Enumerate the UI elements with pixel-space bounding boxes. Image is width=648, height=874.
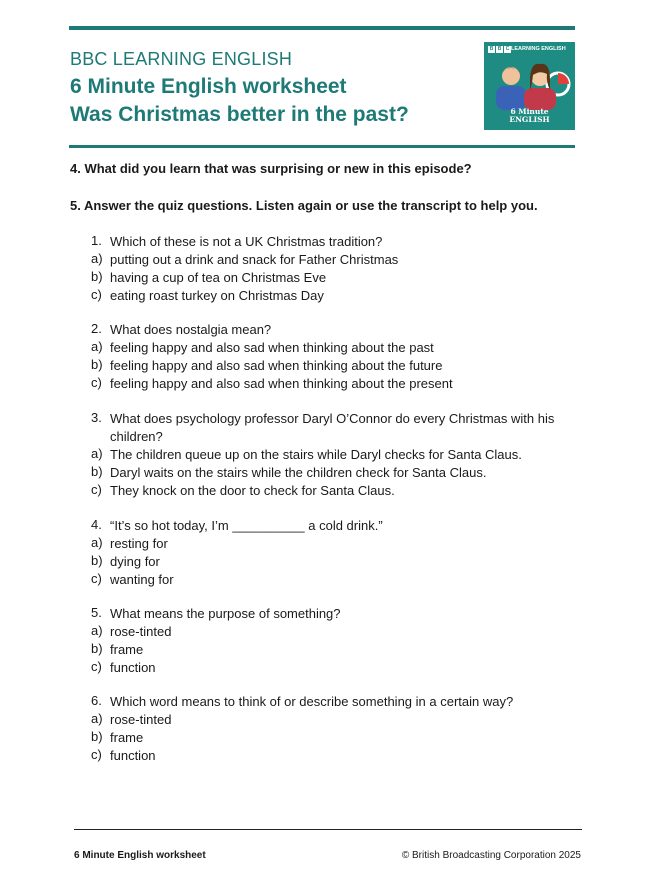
option-text: The children queue up on the stairs while Daryl checks for Santa Claus. xyxy=(110,447,522,462)
option-letter: b) xyxy=(91,729,103,744)
option-text: having a cup of tea on Christmas Eve xyxy=(110,270,327,285)
option-text: function xyxy=(110,660,156,675)
question-text: Which word means to think of or describe something in a certain way? xyxy=(110,694,514,709)
question-text: What does psychology professor Daryl O’Connor do every Christmas with his children? xyxy=(110,411,555,444)
task-5-heading: 5. Answer the quiz questions. Listen again or use the transcript to help you. xyxy=(70,198,538,213)
option-letter: a) xyxy=(91,623,103,638)
option-letter: c) xyxy=(91,571,102,586)
option-letter: b) xyxy=(91,553,103,568)
footer-rule xyxy=(74,829,582,830)
question-number: 2. xyxy=(91,321,102,336)
option-text: rose-tinted xyxy=(110,624,172,639)
option-letter: a) xyxy=(91,535,103,550)
option-text: putting out a drink and snack for Father Christmas xyxy=(110,252,399,267)
question-number: 3. xyxy=(91,410,102,425)
thumbnail-caption: 6 Minute ENGLISH xyxy=(509,107,550,124)
option-letter: a) xyxy=(91,446,103,461)
brand-name: BBC LEARNING ENGLISH xyxy=(70,49,293,69)
question-number: 5. xyxy=(91,605,102,620)
footer-copyright: © British Broadcasting Corporation 2025 xyxy=(401,850,581,861)
question-number: 6. xyxy=(91,693,102,708)
question-text: What means the purpose of something? xyxy=(110,606,341,621)
option-text: dying for xyxy=(110,554,160,569)
thumbnail-label: LEARNING ENGLISH xyxy=(511,46,566,52)
option-letter: b) xyxy=(91,641,103,656)
episode-thumbnail xyxy=(484,42,575,130)
option-letter: a) xyxy=(91,339,103,354)
option-text: They knock on the door to check for Santa Claus. xyxy=(110,483,395,498)
question-text: Which of these is not a UK Christmas tradition? xyxy=(110,234,383,249)
option-letter: c) xyxy=(91,482,102,497)
option-text: feeling happy and also sad when thinking about the present xyxy=(110,376,453,391)
episode-title: Was Christmas better in the past? xyxy=(70,103,409,126)
option-letter: b) xyxy=(91,269,103,284)
question-number: 4. xyxy=(91,517,102,532)
option-text: Daryl waits on the stairs while the children check for Santa Claus. xyxy=(110,465,487,480)
option-text: frame xyxy=(110,730,144,745)
header-bottom-rule xyxy=(69,145,575,148)
option-text: rose-tinted xyxy=(110,712,172,727)
option-letter: c) xyxy=(91,375,102,390)
option-letter: c) xyxy=(91,287,102,302)
question-text: “It’s so hot today, I’m __________ a cold drink.” xyxy=(110,518,383,533)
task-4-heading: 4. What did you learn that was surprising or new in this episode? xyxy=(70,161,472,176)
option-letter: b) xyxy=(91,357,103,372)
option-letter: c) xyxy=(91,659,102,674)
option-text: wanting for xyxy=(110,572,174,587)
option-letter: a) xyxy=(91,251,103,266)
option-text: feeling happy and also sad when thinking about the past xyxy=(110,340,434,355)
option-letter: a) xyxy=(91,711,103,726)
option-text: eating roast turkey on Christmas Day xyxy=(110,288,324,303)
footer-title: 6 Minute English worksheet xyxy=(74,850,206,861)
header-top-rule xyxy=(69,26,575,30)
option-letter: c) xyxy=(91,747,102,762)
option-text: function xyxy=(110,748,156,763)
question-number: 1. xyxy=(91,233,102,248)
worksheet-title: 6 Minute English worksheet xyxy=(70,75,347,98)
option-letter: b) xyxy=(91,464,103,479)
bbc-logo: B B C xyxy=(489,46,510,52)
option-text: feeling happy and also sad when thinking about the future xyxy=(110,358,443,373)
question-text: What does nostalgia mean? xyxy=(110,322,272,337)
option-text: resting for xyxy=(110,536,168,551)
option-text: frame xyxy=(110,642,144,657)
